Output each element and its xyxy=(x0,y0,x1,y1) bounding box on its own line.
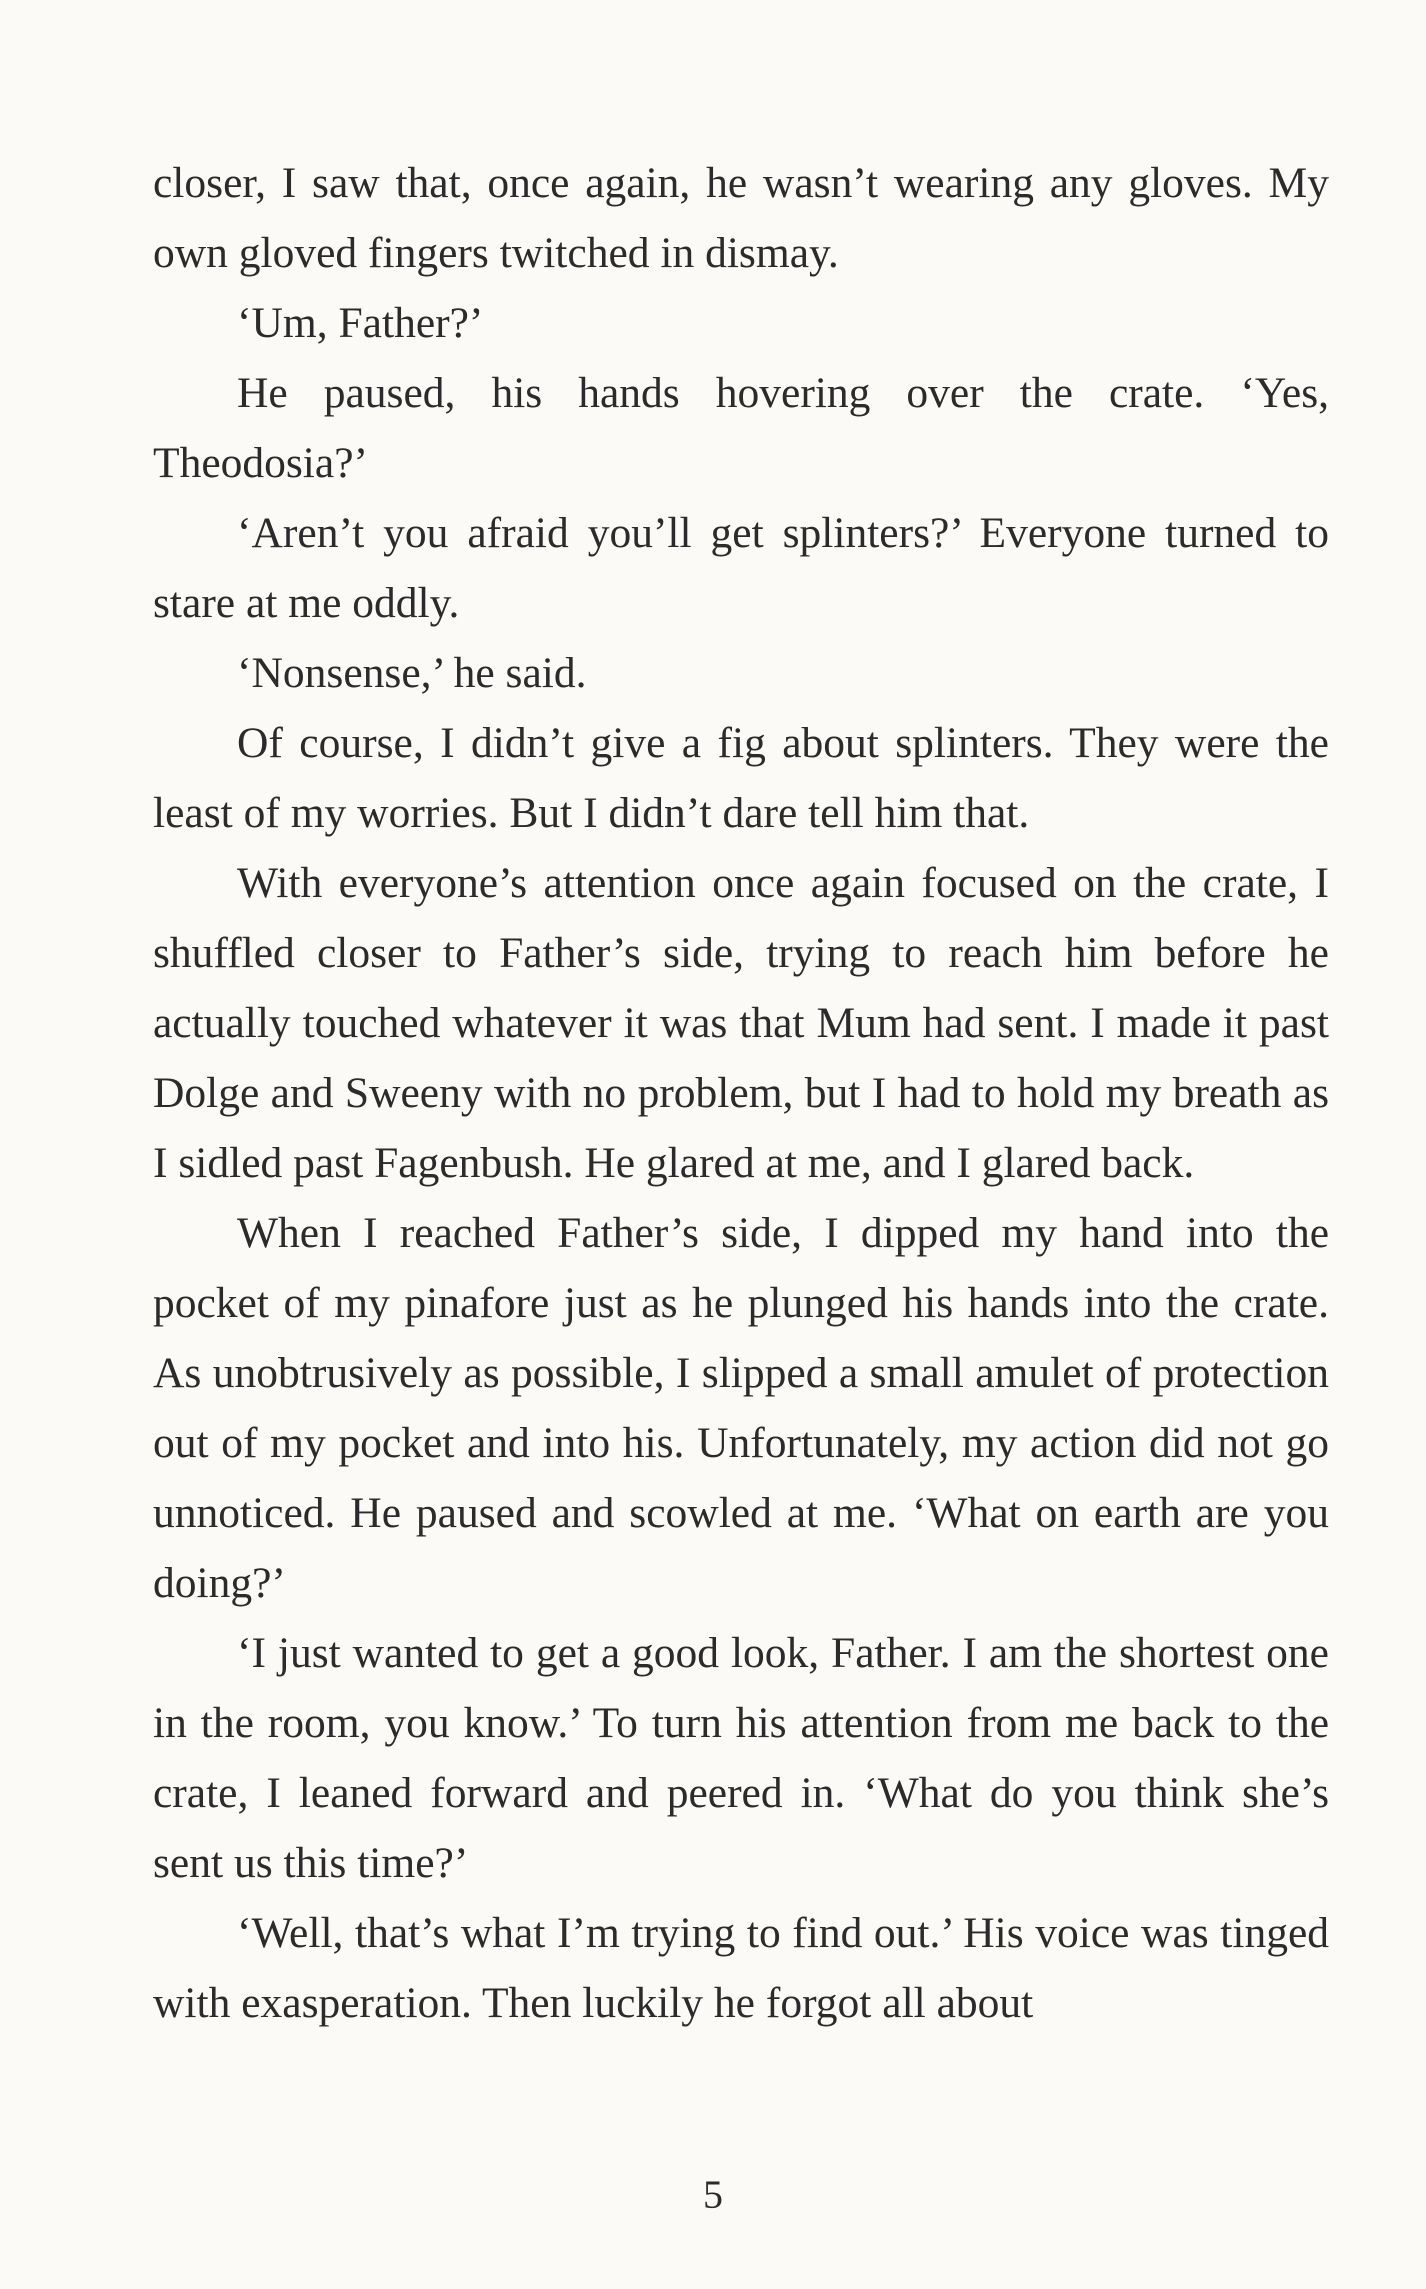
paragraph-9: ‘I just wanted to get a good look, Father. I am the shortest one in the room, you know.’ To turn his attention from me back to the crate, I leaned forward and peered in. ‘What do you think she’s sent us this time?’ xyxy=(153,1629,1329,1887)
paragraph-10: ‘Well, that’s what I’m trying to find out.’ His voice was tinged with exasperation. Then luckily he forgot all about xyxy=(153,1909,1329,2027)
paragraph-5: ‘Nonsense,’ he said. xyxy=(237,649,587,697)
paragraph-4: ‘Aren’t you afraid you’ll get splinters?’ Everyone turned to stare at me oddly. xyxy=(153,509,1329,627)
paragraph-2: ‘Um, Father?’ xyxy=(237,299,484,347)
paragraph-7: With everyone’s attention once again focused on the crate, I shuffled closer to Father’s side, trying to reach him before he actually touched whatever it was that Mum had sent. I made it past Dolge and Sweeny with no problem, but I had to hold my breath as I sidled past Fagenbush. He glared at me, and I glared back. xyxy=(153,859,1329,1187)
paragraph-3: He paused, his hands hovering over the crate. ‘Yes, Theodosia?’ xyxy=(153,369,1329,487)
page-number: 5 xyxy=(703,2172,723,2217)
paragraph-1: closer, I saw that, once again, he wasn’t wearing any gloves. My own gloved fingers twitched in dismay. xyxy=(153,159,1329,277)
paragraph-8: When I reached Father’s side, I dipped my hand into the pocket of my pinafore just as he plunged his hands into the crate. As unobtrusively as possible, I slipped a small amulet of protection out of my pocket and into his. Unfortunately, my action did not go unnoticed. He paused and scowled at me. ‘What on earth are you doing?’ xyxy=(153,1209,1329,1607)
paragraph-6: Of course, I didn’t give a fig about splinters. They were the least of my worries. But I didn’t dare tell him that. xyxy=(153,719,1329,837)
body-text xyxy=(153,148,1329,2038)
